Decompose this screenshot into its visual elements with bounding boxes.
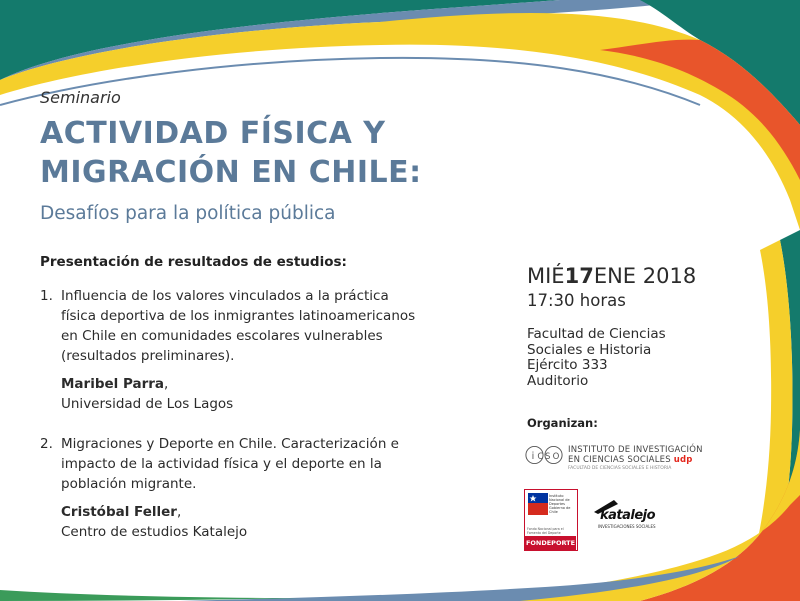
fondeporte-logo <box>524 489 578 551</box>
venue-line-3: Ejército 333 <box>527 357 608 373</box>
katalejo-logo <box>592 498 672 530</box>
item-1-number: 1. <box>40 288 53 304</box>
fondeporte-subtitle: Fondo Nacional para el Fomento del Deporte <box>527 527 564 535</box>
venue-line-2: Sociales e Historia <box>527 341 652 358</box>
organizers-label: Organizan: <box>527 416 598 430</box>
svg-text:S: S <box>544 451 551 462</box>
icso-logo-icon <box>524 444 564 466</box>
event-time: 17:30 horas <box>527 291 626 310</box>
item-1-author: Maribel Parra <box>61 376 165 392</box>
item-2-text: Migraciones y Deporte en Chile. Caracterización e impacto de la actividad física y el deporte en la población migrante. <box>61 436 399 492</box>
svg-text:C: C <box>537 451 544 462</box>
venue-line-1: Facultad de Ciencias <box>527 326 666 342</box>
item-1-affiliation: Universidad de Los Lagos <box>61 396 234 412</box>
item-2-author: Cristóbal Feller <box>61 504 177 520</box>
udp-logo: udp <box>673 455 693 465</box>
date-month-year: ENE 2018 <box>593 264 697 288</box>
event-date <box>527 264 696 288</box>
svg-text:O: O <box>552 451 560 462</box>
icso-subtitle: FACULTAD DE CIENCIAS SOCIALES E HISTORIA <box>568 466 672 471</box>
date-weekday: MIÉ <box>527 264 565 288</box>
title-line-1: ACTIVIDAD FÍSICA Y <box>40 116 386 151</box>
fondeporte-small-text: Instituto Nacional de Deportes Gobierno de Chile <box>549 494 571 514</box>
icso-name <box>568 445 703 465</box>
icso-line-1: INSTITUTO DE INVESTIGACIÓN <box>568 445 703 455</box>
svg-text:i: i <box>531 450 535 462</box>
item-2-affiliation: Centro de estudios Katalejo <box>61 524 248 540</box>
event-label: Seminario <box>40 88 121 107</box>
title-line-2: MIGRACIÓN EN CHILE: <box>40 155 422 190</box>
icso-line-2 <box>568 455 703 465</box>
katalejo-subtitle: INVESTIGACIONES SOCIALES <box>598 524 656 529</box>
item-2-comma: , <box>176 504 182 520</box>
item-1-text: Influencia de los valores vinculados a la práctica física deportiva de los inmigrantes latinoamericanos en Chile en comunidades escolares vulnerables (resultados preliminares). <box>61 288 416 364</box>
venue-line-4: Auditorio <box>527 372 589 389</box>
fondeporte-label: FONDEPORTE <box>525 536 576 550</box>
katalejo-name: katalejo <box>600 508 656 523</box>
item-2-author-block <box>61 502 426 522</box>
chile-shield-icon <box>528 493 548 515</box>
event-subtitle: Desafíos para la política pública <box>40 203 336 224</box>
presentations-heading: Presentación de resultados de estudios: <box>40 254 347 270</box>
item-2-number: 2. <box>40 436 53 452</box>
item-1-comma: , <box>164 376 169 392</box>
event-venue <box>527 327 666 389</box>
icso-line-2-text: EN CIENCIAS SOCIALES <box>568 455 671 465</box>
date-day: 17 <box>564 264 594 288</box>
event-title <box>40 114 422 192</box>
item-1-author-block <box>61 374 426 394</box>
